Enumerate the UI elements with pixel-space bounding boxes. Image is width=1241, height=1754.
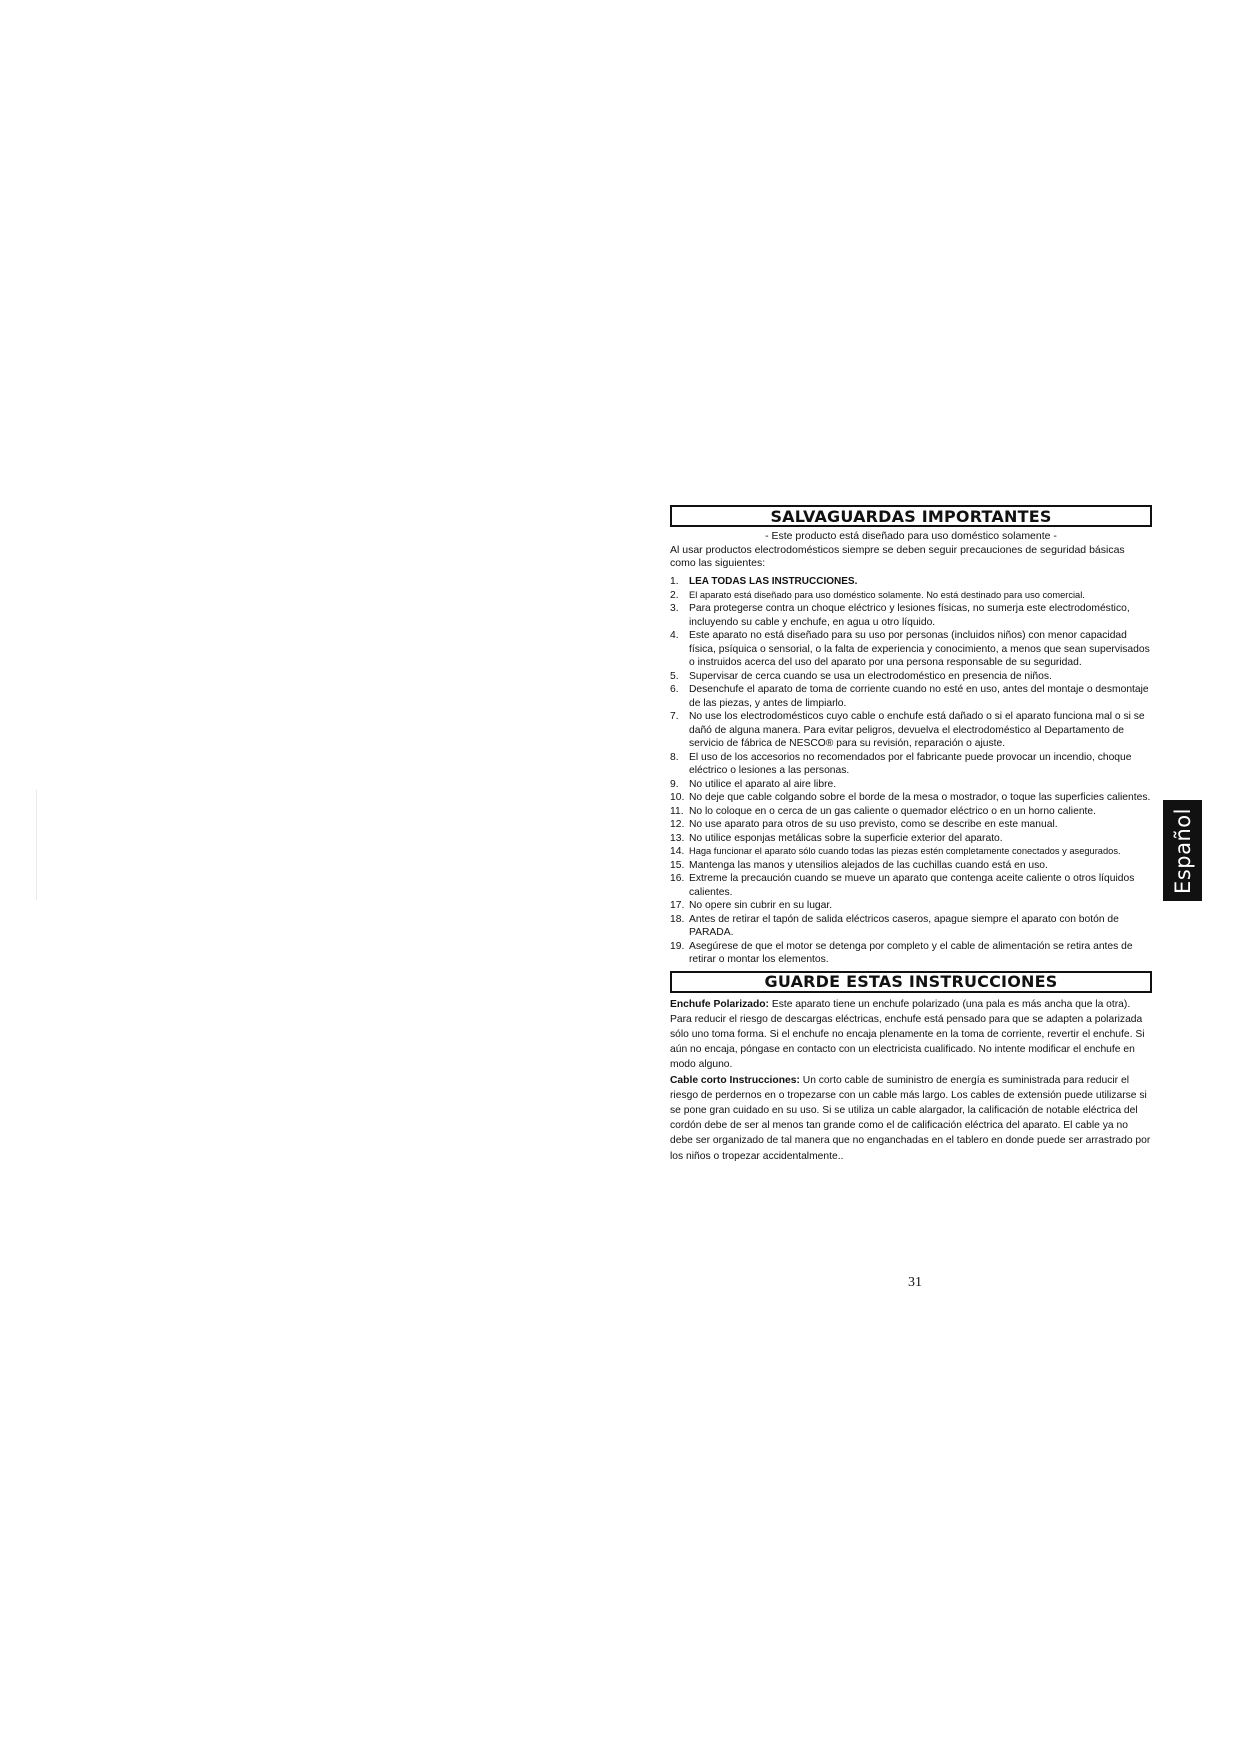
intro-text: Al usar productos electrodomésticos siempre se deben seguir precauciones de seguridad básicas como las siguientes:	[670, 544, 1125, 569]
list-item: 16. Extreme la precaución cuando se mueve un aparato que contenga aceite caliente o otros líquidos calientes.	[670, 873, 1135, 898]
list-item: 13. No utilice esponjas metálicas sobre la superficie exterior del aparato.	[670, 832, 1003, 844]
scan-artifact	[36, 790, 37, 900]
list-item: 6. Desenchufe el aparato de toma de corriente cuando no esté en uso, antes del montaje o desmontaje de las piezas, y antes de limpiarlo.	[670, 684, 1149, 709]
short-cord-paragraph	[670, 1073, 1152, 1164]
list-item: 14. Haga funcionar el aparato sólo cuando todas las piezas estén completamente conectados y asegurados.	[670, 846, 1121, 857]
list-item: 2. El aparato está diseñado para uso doméstico solamente. No está destinado para uso comercial.	[670, 589, 1085, 601]
safeguards-list	[670, 575, 1152, 967]
language-tab-label: Español	[1170, 807, 1195, 894]
list-item: 15. Mantenga las manos y utensilios alejados de las cuchillas cuando está en uso.	[670, 859, 1048, 871]
list-item: 9. No utilice el aparato al aire libre.	[670, 778, 837, 790]
document-page	[670, 505, 1152, 1164]
list-item: 8. El uso de los accesorios no recomendados por el fabricante puede provocar un incendio, choque eléctrico o lesiones a las personas.	[670, 751, 1132, 776]
list-item: 19. Asegúrese de que el motor se detenga por completo y el cable de alimentación se retira antes de retirar o montar los elementos.	[670, 940, 1133, 965]
list-item: 3. Para protegerse contra un choque eléctrico y lesiones físicas, no sumerja este electrodoméstico, incluyendo su cable y enchufe, en agua u otro líquido.	[670, 603, 1130, 628]
polarized-plug-heading: Enchufe Polarizado:	[670, 998, 769, 1010]
safeguards-title: SALVAGUARDAS IMPORTANTES	[670, 505, 1152, 527]
list-item: 18. Antes de retirar el tapón de salida eléctricos caseros, apague siempre el aparato con botón de PARADA.	[670, 913, 1119, 938]
list-item: 4. Este aparato no está diseñado para su uso por personas (incluidos niños) con menor capacidad física, psíquica o sensorial, o la falta de experiencia y conocimiento, a menos que sean supervisados o instruidos acerca del uso del aparato por una persona responsable de su seguridad.	[670, 630, 1150, 668]
short-cord-text: Un corto cable de suministro de energía es suministrada para reducir el riesgo de perdernos en o tropezarse con un cable más largo. Los cables de extensión puede utilizarse si se pone gran cuidado en su uso. Si se utiliza un cable alargador, la calificación de notable eléctrica del cordón debe de ser al menos tan grande como el de calificación eléctrica del aparato. El cable ya no debe ser organizado de tal manera que no enganchadas en el tablero en donde puede ser arrastrado por los niños o tropezar accidentalmente..	[670, 1074, 1151, 1162]
list-item: 10. No deje que cable colgando sobre el borde de la mesa o mostrador, o toque las superficies calientes.	[670, 792, 1151, 803]
list-item: 1. LEA TODAS LAS INSTRUCCIONES.	[670, 576, 858, 587]
save-instructions-title: GUARDE ESTAS INSTRUCCIONES	[670, 971, 1152, 993]
polarized-plug-paragraph	[670, 997, 1152, 1073]
list-item: 11. No lo coloque en o cerca de un gas caliente o quemador eléctrico o en un horno caliente.	[670, 805, 1096, 817]
domestic-use-note: - Este producto está diseñado para uso doméstico solamente -	[765, 530, 1057, 542]
polarized-plug-text: Este aparato tiene un enchufe polarizado (una pala es más ancha que la otra). Para reducir el riesgo de descargas eléctricas, enchufe está pensado para que se adapten a polarizada sólo uno toma forma. Si el enchufe no encaja plenamente en la toma de corriente, revertir el enchufe. Si aún no encaja, póngase en contacto con un electricista cualificado. No intente modificar el enchufe en modo alguno.	[670, 998, 1145, 1071]
list-item: 5. Supervisar de cerca cuando se usa un electrodoméstico en presencia de niños.	[670, 670, 1052, 682]
page-number: 31	[908, 1275, 922, 1290]
list-item: 17. No opere sin cubrir en su lugar.	[670, 900, 833, 911]
language-tab	[1163, 800, 1202, 901]
list-item: 7. No use los electrodomésticos cuyo cable o enchufe está dañado o si el aparato funciona mal o si se dañó de alguna manera. Para evitar peligros, devuelva el electrodoméstico al Departamento de servicio de fábrica de NESCO® para su revisión, reparación o ajuste.	[670, 711, 1145, 749]
short-cord-heading: Cable corto Instrucciones:	[670, 1074, 800, 1086]
list-item: 12. No use aparato para otros de su uso previsto, como se describe en este manual.	[670, 819, 1058, 830]
